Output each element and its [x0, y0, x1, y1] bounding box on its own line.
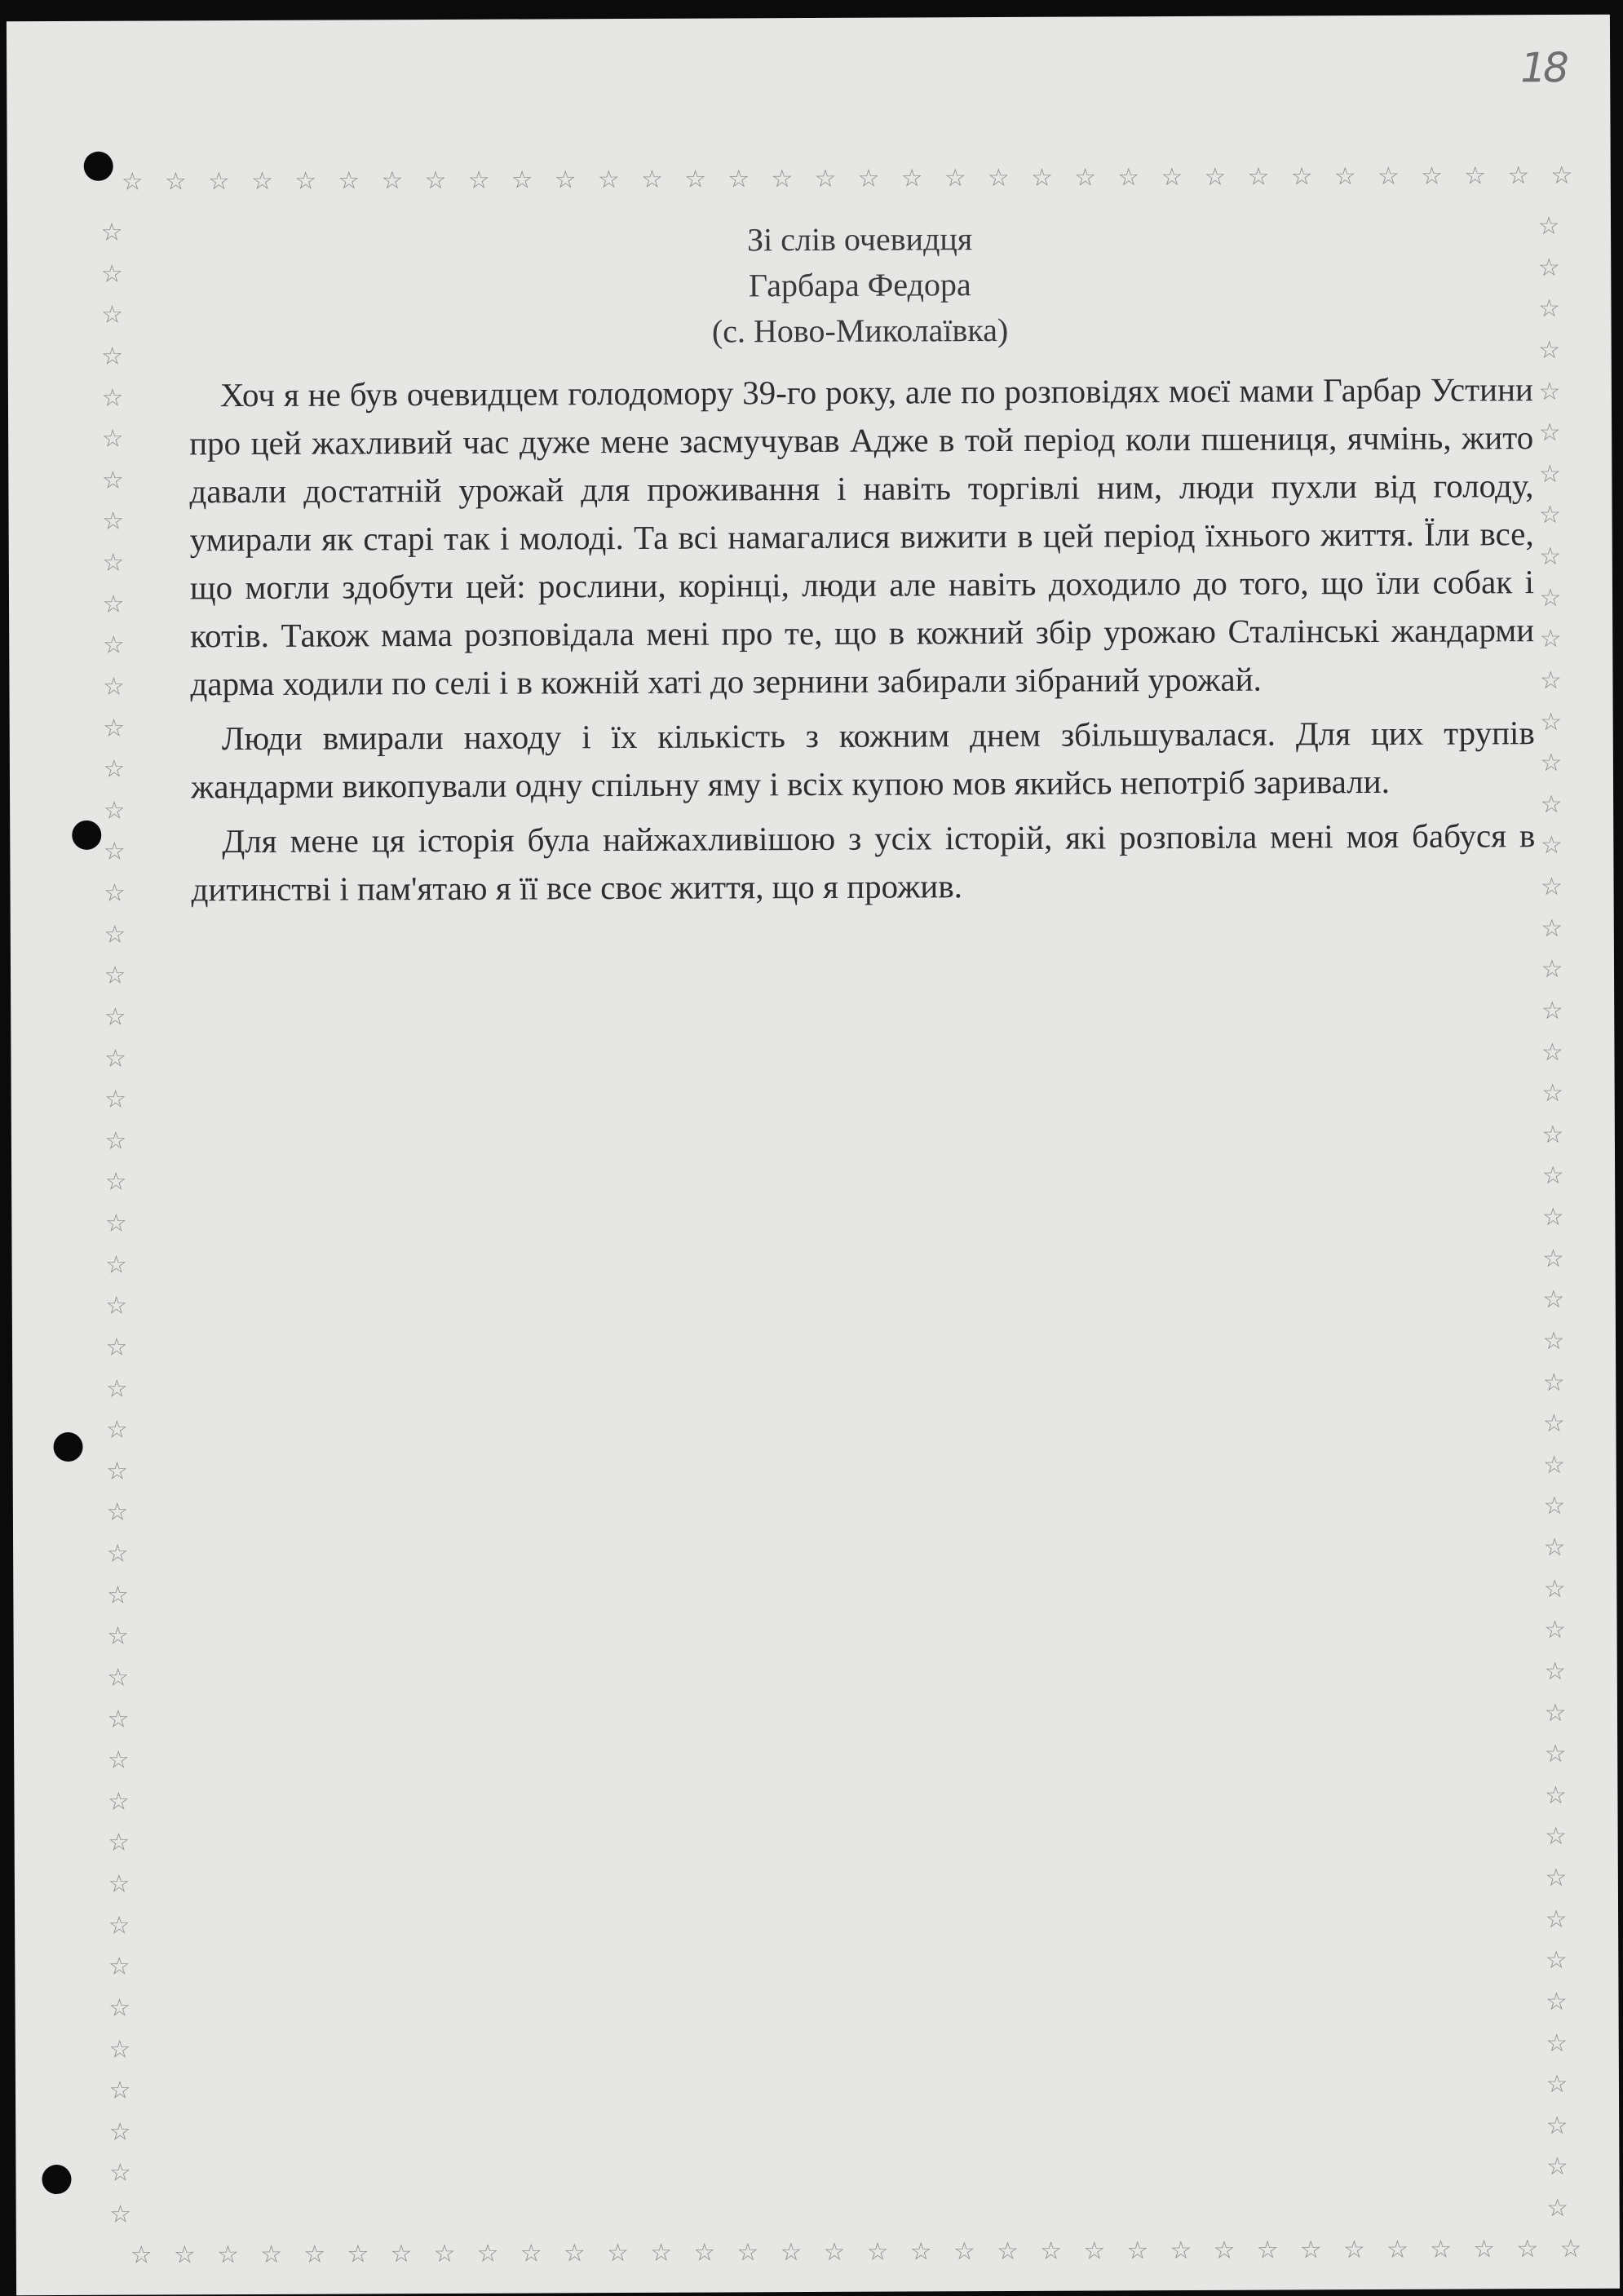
star-outline-icon: ☆	[1540, 790, 1563, 818]
star-outline-icon: ☆	[511, 166, 533, 194]
star-outline-icon: ☆	[130, 2241, 153, 2269]
star-outline-icon: ☆	[164, 168, 187, 196]
star-outline-icon: ☆	[1542, 1410, 1565, 1438]
star-outline-icon: ☆	[1539, 666, 1562, 694]
star-outline-icon: ☆	[102, 673, 126, 701]
star-outline-icon: ☆	[1386, 2236, 1409, 2263]
star-outline-icon: ☆	[109, 2201, 132, 2228]
star-outline-icon: ☆	[1546, 2029, 1568, 2057]
star-outline-icon: ☆	[1161, 164, 1183, 192]
star-border-bottom	[130, 2233, 1582, 2272]
star-outline-icon: ☆	[102, 549, 125, 577]
star-outline-icon: ☆	[347, 2241, 369, 2268]
star-outline-icon: ☆	[900, 165, 923, 192]
star-outline-icon: ☆	[303, 2241, 326, 2268]
star-outline-icon: ☆	[338, 167, 360, 195]
star-outline-icon: ☆	[108, 1829, 130, 1857]
star-outline-icon: ☆	[1542, 1286, 1565, 1314]
star-outline-icon: ☆	[684, 166, 707, 193]
star-outline-icon: ☆	[100, 260, 123, 288]
star-outline-icon: ☆	[1546, 2112, 1568, 2139]
star-outline-icon: ☆	[554, 166, 577, 194]
star-outline-icon: ☆	[381, 167, 404, 195]
star-outline-icon: ☆	[104, 1003, 126, 1031]
star-outline-icon: ☆	[121, 168, 144, 196]
star-outline-icon: ☆	[1538, 336, 1561, 364]
star-outline-icon: ☆	[1290, 163, 1313, 191]
star-outline-icon: ☆	[105, 1292, 128, 1321]
star-outline-icon: ☆	[1537, 295, 1561, 323]
star-outline-icon: ☆	[108, 2160, 131, 2188]
star-outline-icon: ☆	[1170, 2236, 1192, 2265]
star-outline-icon: ☆	[104, 1127, 127, 1155]
star-outline-icon: ☆	[1544, 1617, 1567, 1644]
star-outline-icon: ☆	[1544, 1699, 1567, 1727]
star-outline-icon: ☆	[1559, 2235, 1582, 2263]
star-outline-icon: ☆	[101, 425, 124, 453]
star-outline-icon: ☆	[1541, 1038, 1563, 1066]
star-outline-icon: ☆	[1540, 708, 1563, 736]
star-outline-icon: ☆	[101, 343, 124, 370]
star-outline-icon: ☆	[1507, 162, 1530, 190]
star-outline-icon: ☆	[1540, 750, 1563, 777]
star-outline-icon: ☆	[771, 166, 794, 193]
star-outline-icon: ☆	[390, 2241, 413, 2268]
star-outline-icon: ☆	[105, 1251, 128, 1279]
star-outline-icon: ☆	[106, 1458, 129, 1485]
star-outline-icon: ☆	[108, 1994, 131, 2022]
star-outline-icon: ☆	[1541, 1162, 1564, 1190]
punch-hole	[53, 1432, 82, 1462]
star-outline-icon: ☆	[953, 2238, 975, 2266]
star-outline-icon: ☆	[108, 1912, 130, 1940]
star-outline-icon: ☆	[1546, 1988, 1568, 2015]
star-outline-icon: ☆	[104, 1045, 127, 1073]
title-line: (с. Ново-Миколаївка)	[711, 311, 1009, 350]
star-outline-icon: ☆	[100, 301, 124, 330]
star-outline-icon: ☆	[294, 167, 317, 195]
star-outline-icon: ☆	[1377, 162, 1400, 190]
star-outline-icon: ☆	[1545, 1905, 1568, 1933]
star-outline-icon: ☆	[105, 1375, 128, 1403]
star-outline-icon: ☆	[105, 1334, 128, 1361]
star-outline-icon: ☆	[101, 384, 124, 412]
star-outline-icon: ☆	[1204, 163, 1227, 191]
star-outline-icon: ☆	[1464, 162, 1487, 190]
star-outline-icon: ☆	[597, 166, 620, 194]
star-outline-icon: ☆	[1541, 1121, 1564, 1148]
star-outline-icon: ☆	[1537, 212, 1560, 241]
star-outline-icon: ☆	[107, 1664, 130, 1692]
star-outline-icon: ☆	[1420, 162, 1444, 190]
star-outline-icon: ☆	[736, 2239, 759, 2267]
star-outline-icon: ☆	[1544, 1741, 1567, 1768]
star-outline-icon: ☆	[693, 2239, 716, 2267]
star-outline-icon: ☆	[104, 962, 126, 990]
star-outline-icon: ☆	[100, 219, 123, 246]
star-outline-icon: ☆	[1539, 584, 1562, 612]
star-outline-icon: ☆	[1545, 1864, 1568, 1892]
star-outline-icon: ☆	[1299, 2236, 1322, 2264]
star-outline-icon: ☆	[1543, 1451, 1566, 1479]
star-outline-icon: ☆	[1545, 1947, 1568, 1975]
star-outline-icon: ☆	[1430, 2236, 1453, 2263]
star-outline-icon: ☆	[1541, 873, 1563, 901]
star-outline-icon: ☆	[1539, 502, 1562, 529]
star-outline-icon: ☆	[104, 1210, 127, 1237]
star-border-right	[1532, 210, 1574, 2225]
star-outline-icon: ☆	[641, 166, 664, 193]
paragraph: Люди вмирали находу і їх кількість з кожним днем збільшувалася. Для цих трупів жандарми викопували одну спільну яму і всіх купою мов якийсь непотріб заривали.	[190, 714, 1535, 806]
star-outline-icon: ☆	[650, 2239, 673, 2267]
star-outline-icon: ☆	[1543, 1493, 1566, 1520]
star-outline-icon: ☆	[103, 755, 126, 783]
star-outline-icon: ☆	[1542, 1327, 1565, 1355]
star-outline-icon: ☆	[1538, 378, 1561, 405]
star-outline-icon: ☆	[1541, 914, 1563, 942]
star-outline-icon: ☆	[433, 2240, 456, 2268]
star-outline-icon: ☆	[101, 467, 124, 494]
star-outline-icon: ☆	[207, 168, 230, 196]
star-outline-icon: ☆	[424, 166, 447, 195]
star-outline-icon: ☆	[103, 797, 126, 825]
star-outline-icon: ☆	[106, 1499, 129, 1527]
star-outline-icon: ☆	[1543, 1575, 1566, 1603]
punch-hole	[72, 821, 101, 850]
paragraph: Хоч я не був очевидцем голодомору 39-го року, але по розповідях моєї мами Гарбар Устини про цей жахливий час дуже мене засмучував Адже в той період коли пшениця, ячмінь, жито давали достатній урожай для проживання і навіть торгівлі ним, люди пухли від голоду, умирали як старі так і молоді. Та всі намагалися вижити в цей період їхнього життя. Їли все, що могли здобути цей: рослини, корінці, люди але навіть доходило до того, що їли собак і котів. Також мама розповідала мені про те, що в кожний збір урожаю Сталінські жандарми дарма ходили по селі і в кожній хаті до зернини забирали зібраний урожай.	[189, 370, 1535, 703]
star-outline-icon: ☆	[987, 164, 1010, 192]
star-outline-icon: ☆	[251, 167, 274, 195]
star-outline-icon: ☆	[1256, 2236, 1279, 2264]
star-outline-icon: ☆	[1333, 163, 1356, 191]
title-block	[195, 214, 1525, 356]
star-outline-icon: ☆	[467, 166, 490, 194]
page-number: 18	[1520, 43, 1566, 92]
star-outline-icon: ☆	[105, 1416, 128, 1444]
star-outline-icon: ☆	[1126, 2237, 1149, 2265]
star-outline-icon: ☆	[104, 879, 126, 907]
star-outline-icon: ☆	[1074, 164, 1097, 192]
star-outline-icon: ☆	[1546, 2194, 1569, 2223]
star-outline-icon: ☆	[217, 2241, 240, 2269]
star-outline-icon: ☆	[106, 1582, 129, 1609]
star-outline-icon: ☆	[108, 2118, 131, 2146]
star-outline-icon: ☆	[996, 2237, 1019, 2266]
star-outline-icon: ☆	[1538, 460, 1561, 488]
star-outline-icon: ☆	[727, 166, 750, 193]
star-outline-icon: ☆	[1541, 1203, 1564, 1232]
star-outline-icon: ☆	[1542, 1369, 1565, 1396]
star-outline-icon: ☆	[102, 631, 125, 660]
star-outline-icon: ☆	[476, 2240, 499, 2267]
star-outline-icon: ☆	[857, 165, 880, 192]
star-outline-icon: ☆	[1083, 2237, 1106, 2265]
star-outline-icon: ☆	[107, 1746, 130, 1774]
star-outline-icon: ☆	[108, 2077, 131, 2104]
star-outline-icon: ☆	[106, 1540, 129, 1568]
star-outline-icon: ☆	[107, 1622, 130, 1651]
punch-hole	[84, 152, 113, 181]
star-outline-icon: ☆	[104, 1086, 127, 1113]
star-outline-icon: ☆	[1247, 163, 1270, 191]
star-outline-icon: ☆	[1537, 254, 1560, 281]
star-outline-icon: ☆	[1031, 164, 1054, 192]
star-outline-icon: ☆	[1117, 164, 1140, 192]
star-outline-icon: ☆	[1545, 1823, 1568, 1851]
star-outline-icon: ☆	[1040, 2237, 1063, 2265]
star-outline-icon: ☆	[260, 2241, 283, 2268]
paragraph: Для мене ця історія була найжахливішою з усіх історій, які розповіла мені моя бабуся в дитинстві і пам'ятаю я її все своє життя, що я прожив.	[191, 816, 1536, 909]
star-outline-icon: ☆	[1516, 2236, 1539, 2263]
star-outline-icon: ☆	[104, 921, 126, 949]
star-outline-icon: ☆	[520, 2240, 542, 2267]
star-outline-icon: ☆	[1539, 542, 1562, 571]
star-border-top	[122, 160, 1573, 199]
star-outline-icon: ☆	[1546, 2153, 1568, 2181]
star-outline-icon: ☆	[1550, 161, 1573, 190]
star-outline-icon: ☆	[1541, 1080, 1564, 1108]
star-outline-icon: ☆	[1539, 626, 1562, 653]
body-text	[189, 365, 1536, 920]
star-outline-icon: ☆	[102, 591, 125, 618]
star-outline-icon: ☆	[108, 1953, 130, 1981]
star-outline-icon: ☆	[1473, 2236, 1496, 2263]
star-outline-icon: ☆	[108, 2036, 131, 2064]
star-outline-icon: ☆	[173, 2241, 196, 2269]
star-outline-icon: ☆	[780, 2239, 803, 2267]
star-outline-icon: ☆	[102, 508, 125, 536]
star-outline-icon: ☆	[814, 165, 837, 192]
star-outline-icon: ☆	[1540, 832, 1563, 860]
star-outline-icon: ☆	[108, 1870, 130, 1898]
star-outline-icon: ☆	[1543, 1533, 1566, 1562]
star-outline-icon: ☆	[1213, 2236, 1236, 2264]
star-outline-icon: ☆	[1544, 1781, 1567, 1809]
star-outline-icon: ☆	[823, 2238, 846, 2266]
document-sheet	[7, 15, 1620, 2296]
star-outline-icon: ☆	[607, 2239, 630, 2267]
star-outline-icon: ☆	[107, 1705, 130, 1733]
title-line: Гарбара Федора	[748, 266, 971, 304]
star-outline-icon: ☆	[866, 2238, 889, 2266]
star-outline-icon: ☆	[1538, 419, 1561, 447]
star-outline-icon: ☆	[1544, 1657, 1567, 1685]
star-outline-icon: ☆	[1342, 2236, 1365, 2264]
title-line: Зі слів очевидця	[746, 220, 973, 259]
star-outline-icon: ☆	[1541, 956, 1563, 984]
star-outline-icon: ☆	[944, 165, 966, 192]
star-outline-icon: ☆	[1541, 997, 1563, 1024]
star-outline-icon: ☆	[104, 1169, 127, 1197]
star-outline-icon: ☆	[909, 2238, 932, 2266]
star-outline-icon: ☆	[1546, 2071, 1568, 2099]
star-border-left	[95, 217, 137, 2232]
star-outline-icon: ☆	[103, 838, 126, 866]
star-outline-icon: ☆	[563, 2240, 586, 2267]
star-outline-icon: ☆	[103, 714, 126, 742]
star-outline-icon: ☆	[1542, 1245, 1565, 1272]
star-outline-icon: ☆	[107, 1788, 130, 1816]
punch-hole	[42, 2165, 71, 2194]
